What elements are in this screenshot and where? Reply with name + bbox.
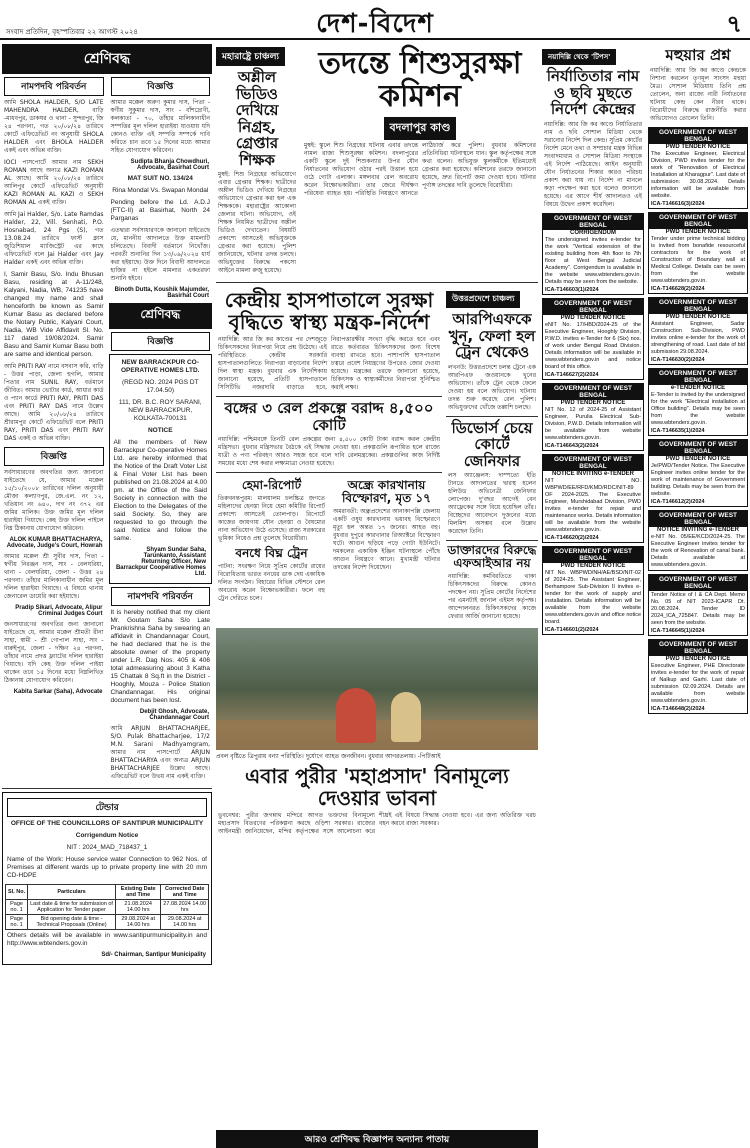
tender-desc: Name of the Work: House service water Connection to 962 Nos. of Premises at different wards up to private property line with 20 mm CD-HDPE [7,856,207,879]
govt-notice: GOVERNMENT OF WEST BENGAL Tender Notice of I & CA Dept. Memo No. 05 of NIT 2023-ICAPR Dt. 20.08.2024. Tender ID 2024_ICA_725847. Details may be seen from the website. ICA-T146645(1)/2024 [648,574,748,636]
govt-notice: GOVERNMENT OF WEST BENGAL PWD TENDER NOTICE Je/PWD/Tender Notice. The Executive Engineer invites online tender for the work of maintenance of Government building. Details may be seen from the website. ICA-T146612(2)/2024 [648,439,748,507]
story-body: তিরুবনন্তপুরম: মালয়ালম চলচ্চিত্র জগতে মহিলাদের হেনস্তা নিয়ে হেমা কমিটির রিপোর্ট প্রকাশ্যে আসতেই তোলপাড়। রিপোর্টে কাজের জায়গায় যৌন হেনস্তা ও বৈষম্যের নানা অভিযোগ উঠে এসেছে। রাজ্য সরকারের ভূমিকা নিয়েও প্রশ্ন তুলেছে বিরোধীরা। [218,495,325,543]
story-body: অমরাবতী: অন্ধ্রপ্রদেশের আনাকাপল্লি জেলায় একটি ওষুধ কারখানায় ভয়াবহ বিস্ফোরণে মৃত্যু হল অন্তত ১৭ জনের। আহত বহু। বুধবার দুপুরে কারখানার রিঅ্যাক্টরে বিস্ফোরণ ঘটে। আগুন ছড়িয়ে পড়ে গোটা ইউনিটে। দমকলের একাধিক ইঞ্জিন ঘটনাস্থলে পৌঁছে আগুন নিয়ন্ত্রণে আনে। মুখ্যমন্ত্রী ঘটনার তদন্তের নির্দেশ দিয়েছেন। [333,508,440,572]
tender-corrigendum: Corrigendum Notice [75,832,139,839]
tender-header: টেন্ডার [7,798,207,817]
story-headline: অশ্লীল ভিডিও দেখিয়ে নিগ্রহ, গ্রেপ্তার শিক্ষক [235,68,279,169]
tender-office: OFFICE OF THE COUNCILLORS OF SANTIPUR MUNICIPALITY [10,820,204,827]
govt-notice: GOVERNMENT OF WEST BENGAL PWD TENDER NOTICE Tender under prime technical bidding is invited from bonafide resourceful contractors for the work of Construction of Boundary wall at Medical College. Details can be seen from the website www.wbtenders.gov.in. ICA-T146628(2)/2024 [648,212,748,294]
story-body: পাটনা: সংরক্ষণ নিয়ে সুপ্রিম কোর্টের রায়ের বিরোধিতায় ভারত বনধের ডাক দেয় একাধিক দলিত সংগঠন। বিহারের বিভিন্ন স্টেশনে রেল অবরোধ করেন বিক্ষোভকারীরা। ফলে বহু ট্রেন দেরিতে চলে। [218,563,325,603]
classified-ad: It is hereby notified that my client Mr. Goutam Saha S/o Late Prankrishna Saha by swearing an affidavit in Chandannagar Court, he had declared that he is the absolute owner of the property under L.R. Dag Nos. 405 & 406 total admeasuring about 3 Katha 15 Chattak 8 Sq.ft in the District - Hooghly, Mouza - Police Station Chandannagar. His original document has been lost. [110,609,210,704]
story-headline: হেমা-রিপোর্ট [241,478,302,492]
classifieds-column [2,44,212,1146]
story-headline: মহুয়ার প্রশ্ন [665,46,731,64]
story-headline: কেন্দ্রীয় হাসপাতালে সুরক্ষা বৃদ্ধিতে স্বাস্থ্য মন্ত্রক-নির্দেশ [224,288,434,334]
tender-nit: NIT : 2024_MAD_718437_1 [66,844,148,851]
story-body: নয়াদিল্লি: কর্মবিরতিতে থাকা চিকিৎসকদের বিরুদ্ধে কোনও পদক্ষেপ নয়। সুপ্রিম কোর্টের নির্দেশের পর এমনটাই জানাল এইমস কর্তৃপক্ষ। আন্দোলনরত চিকিৎসকদের কাজে ফেরার আর্জি জানানো হয়েছে। [448,573,536,621]
story-kicker: নয়াদিল্লি থেকে 'টিপস' [542,49,616,65]
tender-col-header: Existing Date and Time [115,885,160,900]
ad-signature: Binoth Dutta, Koushik Majumder, Basirhat Court [114,287,209,299]
person-figure [391,692,421,742]
story-headline: এবার পুরীর 'মহাপ্রসাদ' বিনামূল্যে দেওয়ার ভাবনা [245,764,509,811]
story-body: নয়াদিল্লি: আর জি কর কাণ্ডে কেন্দ্রকে নিশানা করলেন তৃণমূল সাংসদ মহুয়া মৈত্র। সোশাল মিডিয়ায় তিনি প্রশ্ন তোলেন, অন্য রাজ্যে নারী নির্যাতনের ঘটনায় কেন্দ্র কেন নীরব থাকে। বিরোধীদের বিরুদ্ধে রাজনীতি করার অভিযোগও তোলেন তিনি। [650,66,746,122]
story-headline: নির্যাতিতার নাম ও ছবি মুছতে নির্দেশ কেন্দ্রের [546,67,640,118]
main-news-column [216,44,538,1146]
classified-ad: আমি PRITI RAY নামে বসবাস করি, বাড়ি - উত্তর পাড়া, জেলা হুগলি, আমার পিতার নাম SUNIL RAY, বর্তমানে জীবিত। আমার ভোটার কার্ড, আধার কার্ড ও প্যান কার্ডে PRITI RAY, PRITI DAS এবং PRITI RAY DAS নামে উল্লেখ আছে। আমি ২০/০৮/২৪ তারিখে শ্রীরামপুর কোর্টে এফিডেভিট বলে PRITI RAY, PRITI DAS এবং PRITI RAY DAS একই ও অভিন্ন ব্যক্তি। [4,363,104,442]
story-body: ভুবনেশ্বর: পুরীর জগন্নাথ মন্দিরে আগত ভক্তদের বিনামূল্যে মহাপ্রসাদ বিতরণের পরিকল্পনা করছে ওড়িশা সরকার। রাজ্যের আইনমন্ত্রী জানিয়েছেন, মন্দির কর্তৃপক্ষের সঙ্গে আলোচনা করে শীঘ্রই এই বিষয়ে সিদ্ধান্ত নেওয়া হবে। এর জন্য অতিরিক্ত খরচ বহন করবে রাজ্য সরকার। [218,812,536,836]
classified-ad: এতদ্বারা সর্বসাধারণকে জানানো যাইতেছে যে, মাননীয় আদালতে উক্ত মামলাটি চলিতেছে। বিবাদী বর্তমানে নিখোঁজ। পরবর্তী শুনানির দিন ১৩/০৯/২০২৪ ধার্য করা হইয়াছে। উক্ত দিনে বিবাদী আদালতে হাজির না হইলে মামলার একতরফা শুনানি হইবে। [110,227,210,282]
page-number: ৭ [726,10,742,38]
story-headline: আরপিএফকে খুন, ফেলা হল ট্রেন থেকেও [448,310,536,361]
classified-ad: আমি Jai Halder, S/o. Late Ramdas Halder, 22, Vill. Senhati, P.O. Hosnabad, 24 Pgs (S), গত 13.08.24 তারিখে ফার্স্ট ক্লাস জুডিশিয়াল ম্যাজিস্ট্রেট এর কাছে এফিডেভিট বলে Jai Halder এবং Jay Halder একই এবং অভিন্ন ব্যক্তি। [4,211,104,266]
lead-body: মুম্বই: স্কুলে শিশু নিগ্রহের ঘটনায় এবার তদন্তে নামল রাজ্য শিশুসুরক্ষা কমিশন। বদলাপুরের একটি স্কুলে দুই শিশুকন্যার উপর যৌন নির্যাতনের অভিযোগ ওঠার পরই উত্তাল হয়ে ওঠে গোটা এলাকা। মঙ্গলবার রেল অবরোধ করেন বিক্ষোভকারীরা। তার জেরে দীর্ঘক্ষণ পরিষেবা ব্যাহত হয়। পরিস্থিতি নিয়ন্ত্রণে আনতে লাঠিচার্জ করে পুলিশ। বুধবার কমিশনের প্রতিনিধিরা ঘটনাস্থলে যান। স্কুল কর্তৃপক্ষের সঙ্গে কথা বলেন। অভিযুক্ত স্কুলকর্মীকে ইতিমধ্যেই গ্রেপ্তার করা হয়েছে। কমিশনের তরফে জানানো হয়েছে, দ্রুত রিপোর্ট জমা দেওয়া হবে। ঘটনার পূর্ণাঙ্গ তদন্তের দাবি তুলেছে বিরোধীরা। [304,142,536,197]
news-photo [216,628,538,750]
classified-ad: IOCI পাসপোর্টে আমার নাম SEKH ROMAN আছে অন্যত্র KAZI ROMAN AL আছে। আমি ২০/০৮/২৪ তারিখে আলিপুর কোর্টে এফিডেভিট অনুযায়ী KAZI ROMAN AL KAZI ও SEKH ROMAN AL একই ব্যক্তি। [4,159,104,206]
tender-table [5,884,209,930]
name-change-header: নামপদবি পরিবর্তন [4,77,104,96]
lead-headline: তদন্তে শিশুসুরক্ষা কমিশন [318,46,522,114]
govt-notice: GOVERNMENT OF WEST BENGAL PWD TENDER NOTICE The Executive Engineer, Electrical Division, PWD invites tender for the work of "Renovation of Electrical Installation at Kharagpur". Last date of submission: 30.08.2024. Details information will be available from website. ICA-T146616(3)/2024 [648,127,748,209]
classified-ad: জনসাধারণের অবগতির জন্য জানানো যাইতেছে যে, আমার মক্কেল শ্রীমতী রীনা সাহা, স্বামী - শ্রী গোপাল সাহা, সাং - বারুইপুর, জেলা - দক্ষিণ ২৪ পরগনা, তাঁহার নামে প্রদত্ত ফ্ল্যাটের দলিল হারাইয়া গিয়াছে। যদি কেহ উক্ত দলিল পাইয়া থাকেন তবে ১৫ দিনের মধ্যে নিম্নলিখিত ঠিকানায় যোগাযোগ করিবেন। [4,621,104,684]
notice-header: বিজ্ঞপ্তি [111,332,211,351]
story-body: নয়াদিল্লি: আর জি কর কাণ্ডে নির্যাতিতার নাম ও ছবি সোশাল মিডিয়া থেকে সরানোর নির্দেশ দিল কেন্দ্র। সুপ্রিম কোর্টের নির্দেশ মেনে তথ্য ও সম্প্রচার মন্ত্রক বিভিন্ন সংবাদমাধ্যম ও সোশাল মিডিয়া সংস্থাকে এই নির্দেশ পাঠিয়েছে। আইন অনুযায়ী যৌন নির্যাতনের শিকার কারও পরিচয় প্রকাশ করা যায় না। নির্দেশ না মানলে কড়া পদক্ষেপ করা হবে বলেও জানানো হয়েছে। এর আগে শীর্ষ আদালতও এই বিষয়ে উদ্বেগ প্রকাশ করেছিল। [544,120,642,208]
tender-col-header: Corrected Date and Time [161,885,209,900]
story-headline: অন্ধ্রে কারখানায় বিস্ফোরণ, মৃত ১৭ [342,478,431,506]
story-headline: বঙ্গের ৩ রেল প্রকল্পে বরাদ্দ ৪,৫০০ কোটি [224,399,434,434]
story-headline: ডাক্তারদের বিরুদ্ধে এফআইআর নয় [447,543,537,571]
story-body: নয়াদিল্লি: আর জি কর কাণ্ডের পর দেশজুড়ে চিকিৎসকদের নিরাপত্তা নিয়ে প্রশ্ন উঠেছে। এই পরিস্থিতিতে কেন্দ্রীয় সরকারি হাসপাতালগুলিতে নিরাপত্তা বাড়ানোর নির্দেশ দিল স্বাস্থ্য মন্ত্রক। বুধবার এক নির্দেশিকায় জানানো হয়েছে, প্রতিটি হাসপাতালে সিসিটিভি নজরদারি বাড়াতে হবে, নিরাপত্তারক্ষীর সংখ্যা বৃদ্ধি করতে হবে এবং রাতে কর্তব্যরত চিকিৎসকদের জন্য বিশেষ ব্যবস্থা রাখতে হবে। পাশাপাশি হাসপাতাল চত্বরে প্রবেশ নিয়ন্ত্রণের উপরেও জোর দেওয়া হয়েছে। মন্ত্রকের তরফে জানানো হয়েছে, চিকিৎসক ও স্বাস্থ্যকর্মীদের নিরাপত্তা সুনিশ্চিত করাই লক্ষ্য। [218,336,440,391]
more-classifieds-strip: আরও শ্রেণিবদ্ধ বিজ্ঞাপন অন্যান্য পাতায় [216,1130,538,1148]
govt-notice: GOVERNMENT OF WEST BENGAL e-TENDER NOTICE E-Tender is invited by the undersigned for the work "Electrical installation at Office building". Details may be seen from the website www.wbtenders.gov.in. ICA-T146635(1)/2024 [648,368,748,436]
coop-notice [109,354,213,584]
story-body: মুম্বই: শিশু নিগ্রহের অভিযোগে এবার গ্রেপ্তার শিক্ষক। ছাত্রীদের অশ্লীল ভিডিও দেখিয়ে নিগ্রহের অভিযোগে গ্রেপ্তার করা হল এক শিক্ষককে। মহারাষ্ট্রের আকোলা জেলার ঘটনা। অভিযোগ, ওই শিক্ষক নিয়মিত ছাত্রীদের অশ্লীল ভিডিও দেখাতেন। বিষয়টি প্রকাশ্যে আসতেই অভিযুক্তকে গ্রেপ্তার করা হয়েছে। পুলিশ জানিয়েছে, ঘটনার তদন্ত চলছে। অভিযুক্তের বিরুদ্ধে পকসো আইনে মামলা রুজু হয়েছে। [218,171,296,274]
classified-ad: I, Samir Basu, S/o. Indu Bhusan Basu, residing at A-11/248, Kalyani, Nadia, WB, 741235 have changed my name and shall henceforth be known as Samir Kumar Basu as declared before the Notary Public, Kalyani Court, Nadia, WB Vide Affidavit Sl. No. 117 dated 19/08/2024. Samir Basu and Samir Kumar Basu both are same and identical person. [4,271,104,358]
tender-footer: Others details will be available in www.santipurmunicipality.in and http://www.wbtenders.gov.in [7,932,207,947]
tender-col-header: Sl. No. [6,885,28,900]
notice-header: বিজ্ঞপ্তি [111,77,211,96]
govt-notice: GOVERNMENT OF WEST BENGAL PWD TENDER NOTICE NIT No. 12 of 2024-25 of Assistant Engineer, Purulia Electrical Sub-Division, P.W.D. Details information will be available from website www.wbtenders.gov.in. ICA-T146643(2)/2024 [542,383,644,451]
tender-col-header: Particulars [28,885,116,900]
coop-title: NEW BARRACKPUR CO-OPERATIVE HOMES LTD. [121,359,200,374]
ad-signature: Pradip Sikari, Advocate, Alipur Criminal Judges Court [15,605,103,617]
classifieds-header: শ্রেণিবদ্ধ [2,44,212,74]
classified-ad: সর্বসাধারণের অবগতির জন্য জানানো যাইতেছে যে, আমার মক্কেল ১৫/১০/২০০৮ তারিখের দলিল অনুযায়ী মৌজা কল্যাণপুর, জে.এল. নং ১২, খতিয়ান নং ৬৪০, দাগ নং ৩৭২ এর জমির মালিক। উক্ত জমির মূল দলিল হারাইয়া গিয়াছে। কেহ উক্ত দলিল পাইলে নিম্ন ঠিকানায় যোগাযোগ করিবেন। [4,469,104,532]
tender-notice [2,792,212,965]
case-title: MAT SUIT NO. 134/24 [127,175,193,182]
column-four [648,44,748,1146]
classified-ad: আমি SHOLA HALDER, S/O LATE MAHENDRA HALDER, বাড়ি -মাধবপুর, ডাকঘর ও থানা - সুন্দরপুর, জি ২৪ পরগনা, গত ২০/০৮/২৪ তারিখে কোর্টে এফিডেভিট নং অনুযায়ী SHOLA HALDER এবং BHOLA HALDER একই এবং অভিন্ন ব্যক্তি। [4,99,104,154]
story-kicker: উত্তরপ্রদেশে চাঞ্চল্য [446,291,520,308]
story-body: নয়াদিল্লি: পশ্চিমবঙ্গে তিনটি রেল প্রকল্পের জন্য ৪,৫০০ কোটি টাকা বরাদ্দ করল কেন্দ্রীয় মন্ত্রিসভা। বুধবার মন্ত্রিসভার বৈঠকে এই সিদ্ধান্ত নেওয়া হয়। প্রকল্পগুলি রূপায়িত হলে রাজ্যে যাত্রী ও পণ্য পরিবহণ আরও সহজ হবে বলে দাবি রেলমন্ত্রকের। প্রকল্পগুলির কাজ নির্দিষ্ট সময়ের মধ্যে শেষ করার লক্ষ্যমাত্রা নেওয়া হয়েছে। [218,436,440,467]
coop-notice-text: All the members of New Barrackpur Co-operative Homes Ltd. are hereby informed that the Notice of the Draft Voter List & Final Voter List has been published on 21.08.2024 at 4.00 pm. at the Office of the Said Society in connection with the Election to the Delegates of the said Society. So, they are requested to go through the said Notice and follow the same. [113,439,207,542]
ad-signature: Debjit Ghosh, Advocate, Chandannagar Court [139,709,209,721]
page-title: দেশ-বিদেশ [316,9,434,39]
classifieds-header-2: শ্রেণিবদ্ধ [109,303,213,329]
classified-ad: আমি ARJUN BHATTACHARJEE, S/O. Pulak Bhattacharjee, 17/2 M.N. Sarani Madhyamgram, আমার নাম পাসপোর্টে ARJUN BHATTACHARYA এবং অন্যত্র ARJUN BHATTACHARJEE উল্লেখ আছে। এফিডেভিট বলে উভয় নাম একই ব্যক্তি। [110,725,210,780]
name-change-header-2: নামপদবি পরিবর্তন [111,587,211,606]
table-row: Page no. 1 Last date & time for submission of Application for Tender paper 21.08.2024 14.00 hrs 27.08.2024 14.00 hrs [6,900,209,915]
column-three [542,44,644,1146]
coop-signature: Shyam Sundar Saha, Tarunkanto, Assistant Returning Officer, New Barrackpur Cooperative Homes Ltd. [115,547,206,577]
lead-kicker: বদলাপুর কাণ্ড [384,117,457,140]
govt-notice: GOVERNMENT OF WEST BENGAL PWD TENDER NOTICE Executive Engineer, PHE Directorate invites e-tender for the work of repair of Nalkup and Garhi. Last date of submission 02.09.2024. Details are available from website www.wbtenders.gov.in. ICA-T146648(2)/2024 [648,639,748,714]
story-body: লস অ্যাঞ্জেলস: দাম্পত্যে ইতি টানতে আদালতের দ্বারস্থ হলেন হলিউড অভিনেত্রী জেনিফার লোপেজ। দু'বছর আগেই বেন অ্যাফ্লেকের সঙ্গে বিয়ে হয়েছিল তাঁর। বিচ্ছেদের আবেদনে দুজনের মধ্যে মিলমিশ অসম্ভব বলে উল্লেখ করেছেন তিনি। [448,472,536,535]
ad-signature: ALOK KUMAR BHATTACHARYA, Advocate, Judge's Court, Howrah [6,537,103,549]
ad-signature: Sudipta Bhanja Chowdhuri, Advocate, Basirhat Court [130,159,209,171]
masthead [0,0,750,40]
tender-signature: Sd/- Chairman, Santipur Municipality [101,952,206,958]
coop-notice-head: NOTICE [147,427,173,434]
case-parties: Rina Mondal Vs. Swapan Mondal [112,187,209,194]
govt-notice: GOVERNMENT OF WEST BENGAL PWD TENDER NOTICE Assistant Engineer, Sadar Construction Sub-Division, PWD invites online e-tender for the work of strengthening of road. Last date of bid submission 29.08.2024. ICA-T146630(2)/2024 [648,297,748,365]
photo-caption: প্রবল বৃষ্টিতে ত্রিপুরায় বন্যা পরিস্থিতি। দুর্যোগে ব্যাহত জনজীবন। বুধবার আগরতলায়। -পিটিআই [216,753,441,761]
govt-notice: GOVERNMENT OF WEST BENGAL NOTICE INVITING e-TENDER e-NIT No. 05/EE/KCD/2024-25. The Executive Engineer invites tender for the work of Renovation of canal bank. Details available at www.wbtenders.gov.in. [648,510,748,571]
govt-notice: GOVERNMENT OF WEST BENGAL NOTICE INVITING e-TENDER NIT NO. WBPWD/EE/RFD/KMD/RDC/NIT-89 OF 2024-2025. The Executive Engineer, Murshidabad Division, PWD invites e-tender for repair and maintenance works. Details information will be available from the website www.wbtenders.gov.in. ICA-T146620(2)/2024 [542,454,644,543]
table-row: Page no. 1 Bid opening date & time - Technical Proposals (Online) 29.08.2024 at 14.00 hrs 29.08.2024 at 14.00 hrs [6,915,209,930]
coop-address: 111, DR. B.C. ROY SARANI, NEW BARRACKPUR, KOLKATA-700131 [118,399,202,422]
govt-notice: GOVERNMENT OF WEST BENGAL PWD TENDER NOTICE eNIT No. 17/HBD/2024-25 of the Executive Engineer, Hooghly Division, P.W.D. invites e-Tender for 6 (Six) nos. of work under Bengal Road Division. Details information will be available in www.wbtenders.gov.in and notice board of this office. ICA-T146627(2)/2024 [542,298,644,380]
govt-notice: GOVERNMENT OF WEST BENGAL CORRIGENDUM The undersigned invites e-tender for the work "Vertical extension of the existing building from 4th floor to 7th floor at West Bengal Judicial Academy". Corrigendum is available in the website www.wbtenders.gov.in. Details may be seen from the website. ICA-T146603(1)/2024 [542,213,644,295]
story-headline: ডিভোর্স চেয়ে কোর্টে জেনিফার [451,418,533,470]
notice-header: বিজ্ঞপ্তি [4,447,104,466]
classified-ad: আমার মক্কেল শ্রী সুবীর দাস, পিতা - স্বর্গীয় নিরঞ্জন দাস, সাং - বেলঘরিয়া, থানা - বেলঘরিয়া, জেলা - উত্তর ২৪ পরগনা। তাঁহার মালিকানাধীন জমির মূল দলিল হারাইয়া গিয়াছে। এ বিষয়ে থানায় জেনারেল ডায়েরি করা হইয়াছে। [4,553,104,600]
story-kicker: মহারাষ্ট্রে চাঞ্চল্য [216,47,285,66]
case-text: Pending before the Ld. A.D.J (FTC-II) at Basirhat, North 24 Parganas [110,199,210,222]
classified-ad: আমার মক্কেল অরুণ কুমার দাস, পিতা - স্বর্গীয় সুকুমার দাস, সাং - বাঁশদ্রোণী, কলকাতা - ৭০, তাঁহার মালিকানাধীন সম্পত্তির মূল দলিল হারাইয়া যাওয়ায় যদি কোনও ব্যক্তি এই সম্পত্তি সম্পর্কে দাবি করিতে চান তবে ১৫ দিনের মধ্যে আমার সহিত যোগাযোগ করিবেন। [110,99,210,154]
ad-signature: Kabita Sarkar (Saha), Advocate [13,689,103,695]
flood-water [216,720,538,750]
edition-date: সংবাদ প্রতিদিন, বৃহস্পতিবার ২২ আগস্ট ২০২৪ [6,28,138,36]
coop-regd: (REGD NO. 2024 PGS DT 17.04.50) [121,379,199,394]
story-body: লখনউ: উত্তরপ্রদেশে চলন্ত ট্রেনে এক আরপিএফ জওয়ানকে খুনের অভিযোগ। তাঁকে ট্রেন থেকে ফেলে দেওয়া হয় বলে অভিযোগ। ঘটনায় তদন্ত শুরু করেছে রেল পুলিশ। অভিযুক্তদের খোঁজে তল্লাশি চলছে। [448,363,536,411]
story-headline: বনধে বিঘ্ন ট্রেন [235,546,308,561]
person-figure [336,688,376,743]
govt-notice: GOVERNMENT OF WEST BENGAL PWD TENDER NOTICE NIT No. WBPWD/NH/AE/BSD/NIT-02 of 2024-25. The Assistant Engineer, Berhampore Sub-Division II invites e-tender for the work of supply and installation. Details information will be available from the website www.wbtenders.gov.in and office notice board. ICA-T146601(2)/2024 [542,546,644,635]
